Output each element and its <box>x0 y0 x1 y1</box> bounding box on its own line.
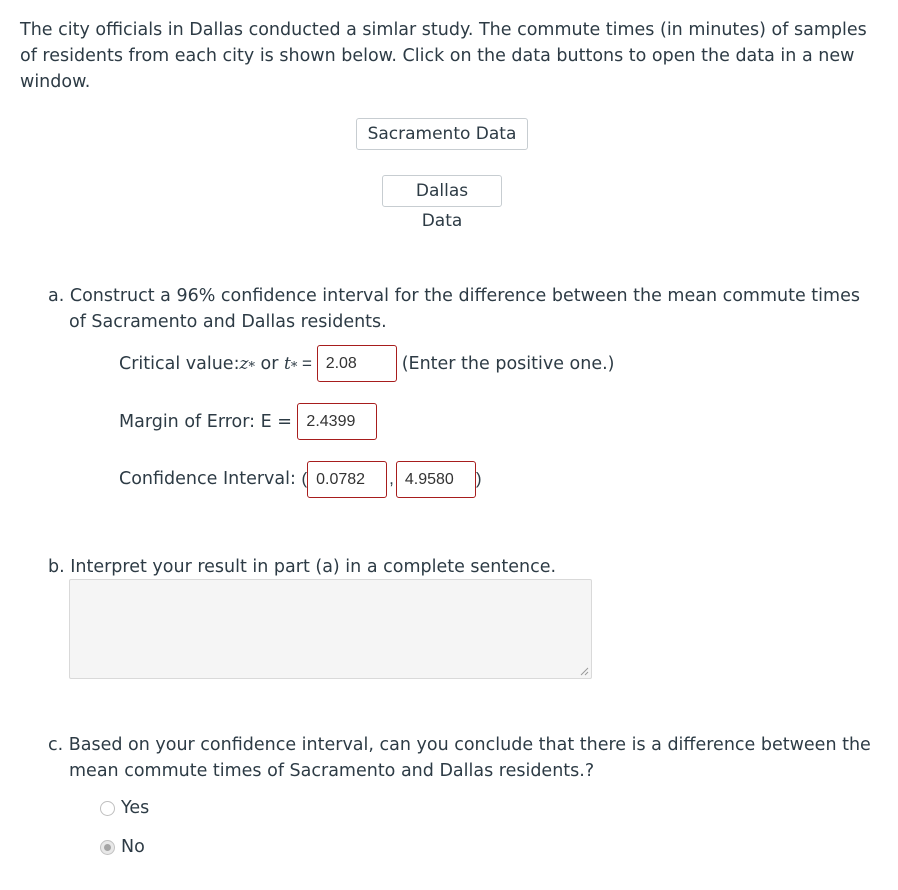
margin-of-error-label: Margin of Error: E = <box>119 411 298 432</box>
resize-grip-icon[interactable] <box>579 666 589 676</box>
confidence-interval-label: Confidence Interval: <box>119 469 302 489</box>
sacramento-data-button[interactable]: Sacramento Data <box>356 118 528 150</box>
part-a-question-line-2: of Sacramento and Dallas residents. <box>69 312 387 332</box>
ci-lower-input[interactable]: 0.0782 <box>307 461 387 498</box>
critical-value-row <box>119 345 615 382</box>
critical-value-label: Critical value: <box>119 353 240 374</box>
part-c-question-line-1: c. Based on your confidence interval, can you conclude that there is a difference between the <box>48 735 871 755</box>
option-no-label: No <box>121 837 145 857</box>
radio-no[interactable] <box>100 840 115 855</box>
or-text: or <box>254 353 284 374</box>
intro-line-3: window. <box>20 72 91 92</box>
ci-close-paren: ) <box>475 469 482 488</box>
option-yes-label: Yes <box>121 798 150 818</box>
option-yes[interactable] <box>100 798 149 818</box>
intro-line-2: of residents from each city is shown below. Click on the data buttons to open the data in a new <box>20 46 855 66</box>
equals-sign: = <box>297 353 317 373</box>
part-a-question <box>48 283 878 335</box>
margin-of-error-row <box>119 403 377 440</box>
ci-comma: , <box>389 469 394 488</box>
margin-of-error-input[interactable]: 2.4399 <box>297 403 377 440</box>
interpretation-textarea[interactable] <box>69 579 592 679</box>
t-star: * <box>290 360 298 375</box>
radio-yes[interactable] <box>100 801 115 816</box>
part-c-question <box>48 732 878 784</box>
confidence-interval-row <box>119 460 482 498</box>
ci-open-paren: ( <box>301 469 308 488</box>
dallas-data-button[interactable]: Dallas Data <box>382 175 502 207</box>
part-b-question <box>48 554 878 580</box>
critical-value-note: (Enter the positive one.) <box>401 353 615 374</box>
t-symbol: t <box>283 353 291 374</box>
part-a-question-line-1: a. Construct a 96% confidence interval for the difference between the mean commute times <box>48 286 860 306</box>
z-star: * <box>248 360 255 375</box>
part-b-question-text: b. Interpret your result in part (a) in a complete sentence. <box>48 557 557 577</box>
option-no[interactable] <box>100 837 145 857</box>
intro-line-1: The city officials in Dallas conducted a simlar study. The commute times (in minutes) of samples <box>20 20 867 40</box>
z-symbol: z <box>239 353 249 374</box>
intro-text <box>20 17 880 95</box>
ci-upper-input[interactable]: 4.9580 <box>396 461 476 498</box>
part-c-question-line-2: mean commute times of Sacramento and Dallas residents.? <box>69 761 595 781</box>
critical-value-input[interactable]: 2.08 <box>317 345 397 382</box>
